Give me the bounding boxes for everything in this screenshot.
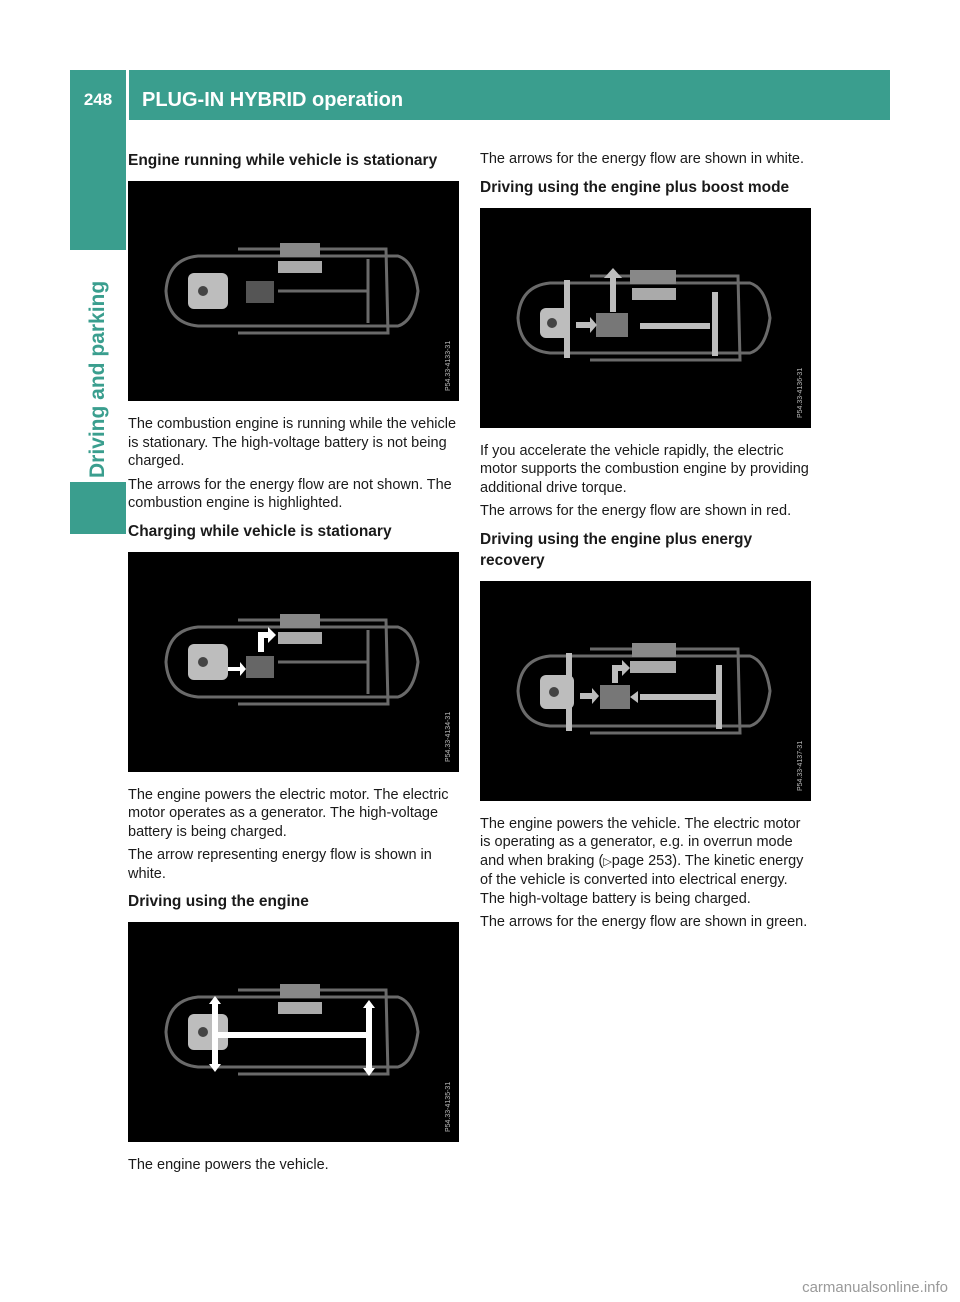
side-tab-label: Driving and parking	[86, 280, 109, 478]
figure-code: P54.33-4136-31	[797, 367, 804, 418]
right-column	[480, 150, 812, 937]
paragraph-text: ). The kinetic energy of the vehicle is converted into electrical energy. The high-voltage battery is being charged.	[480, 852, 804, 907]
paragraph: The engine powers the electric motor. The electric motor operates as a generator. The high-voltage battery is being charged.	[128, 786, 449, 840]
vehicle-diagram	[128, 181, 459, 401]
paragraph: The arrows for the energy flow are shown in white.	[480, 151, 804, 167]
paragraph-text: The engine powers the vehicle. The electric motor is operating as a generator, e.g. in overrun mode and when braking (	[480, 815, 801, 869]
paragraph: The arrows for the energy flow are shown in red.	[480, 503, 792, 519]
vehicle-diagram	[128, 552, 459, 772]
paragraph: The engine powers the vehicle.	[128, 1157, 329, 1173]
figure-boost-mode	[480, 208, 811, 428]
section-heading: Driving using the engine plus energy recovery	[480, 530, 753, 569]
paragraph: The arrow representing energy flow is shown in white.	[128, 847, 432, 882]
side-tab-bar	[70, 120, 126, 250]
section-heading: Driving using the engine	[128, 893, 309, 910]
paragraph: The arrows for the energy flow are not shown. The combustion engine is highlighted.	[128, 476, 452, 511]
figure-code: P54.33-4134-31	[445, 711, 452, 762]
page-number: 248	[83, 90, 113, 109]
page-title: PLUG-IN HYBRID operation	[142, 89, 404, 111]
figure-energy-recovery	[480, 581, 811, 801]
figure-engine-stationary	[128, 181, 459, 401]
paragraph: If you accelerate the vehicle rapidly, the electric motor supports the combustion engine by providing additional drive torque.	[480, 442, 809, 496]
figure-charging-stationary	[128, 552, 459, 772]
figure-code: P54.33-4137-31	[797, 740, 804, 791]
vehicle-diagram	[480, 208, 811, 428]
page-ref-arrow-icon: ▷	[603, 855, 612, 868]
paragraph: The arrows for the energy flow are shown in green.	[480, 914, 808, 930]
page-reference-link[interactable]: page 253	[611, 852, 673, 869]
section-heading: Charging while vehicle is stationary	[128, 522, 392, 540]
figure-code: P54.33-4135-31	[445, 1081, 452, 1132]
footer-watermark: carmanualsonline.info	[802, 1279, 948, 1296]
vehicle-diagram	[128, 922, 459, 1142]
figure-code: P54.33-4133-31	[445, 340, 452, 391]
left-column	[128, 150, 460, 1180]
section-heading: Driving using the engine plus boost mode	[480, 178, 790, 196]
vehicle-diagram	[480, 581, 811, 801]
paragraph	[480, 815, 812, 909]
paragraph: The combustion engine is running while the vehicle is stationary. The high-voltage battery is not being charged.	[128, 416, 457, 469]
figure-driving-engine	[128, 922, 459, 1142]
side-tab-marker	[70, 482, 126, 534]
header-divider	[126, 70, 129, 120]
section-heading: Engine running while vehicle is stationary	[128, 152, 438, 169]
